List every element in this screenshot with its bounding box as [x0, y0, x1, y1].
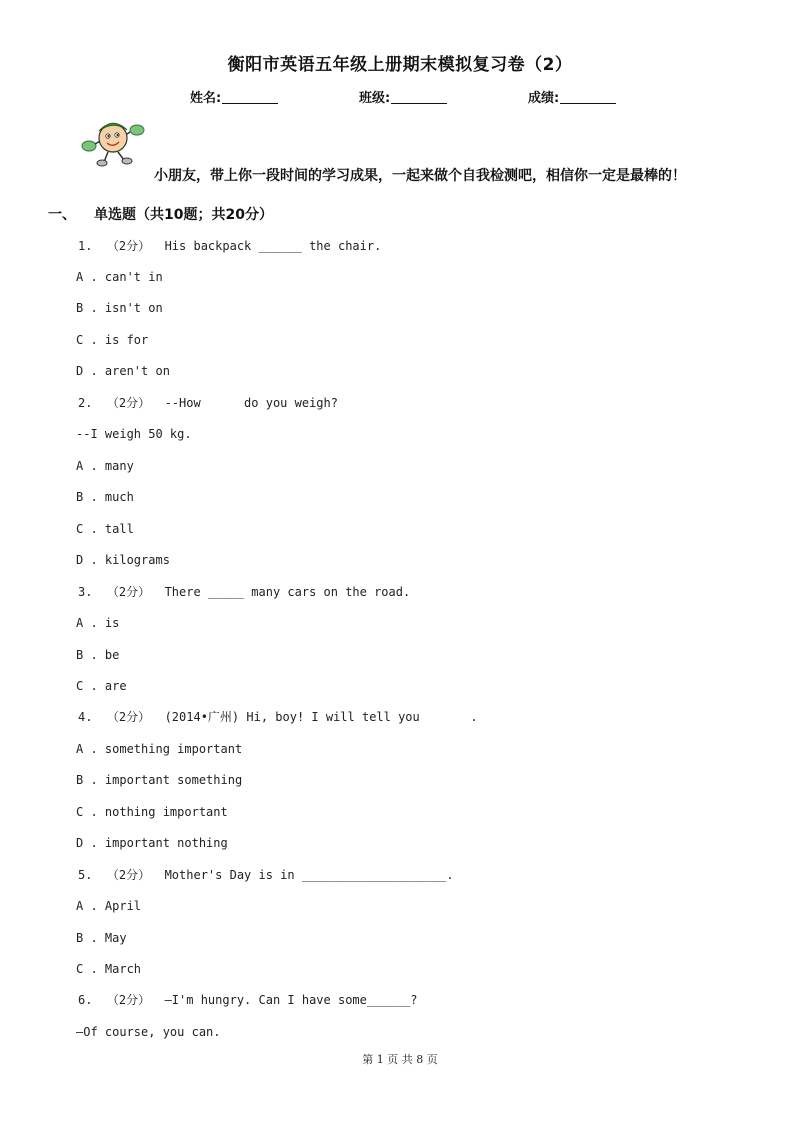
section-number: 一、: [48, 207, 76, 223]
question-continuation: —Of course, you can.: [76, 1025, 221, 1039]
option-c[interactable]: C . is for: [76, 333, 149, 347]
question-stem: 2. （2分） --How do you weigh?: [78, 396, 338, 410]
option-d[interactable]: D . important nothing: [76, 836, 228, 850]
question-stem: 3. （2分） There _____ many cars on the road.: [78, 585, 411, 599]
name-label: 姓名:: [190, 91, 222, 106]
option-c[interactable]: C . tall: [76, 522, 134, 536]
question-stem: 4. （2分） (2014•广州) Hi, boy! I will tell you .: [78, 710, 478, 724]
option-d[interactable]: D . kilograms: [76, 553, 170, 567]
option-a[interactable]: A . is: [76, 616, 120, 630]
option-a[interactable]: A . something important: [76, 742, 243, 756]
cartoon-boy-icon: [80, 116, 146, 168]
section-title: 单选题（共10题；共20分）: [94, 207, 273, 223]
page-footer: 第 1 页 共 8 页: [362, 1053, 438, 1066]
option-b[interactable]: B . be: [76, 648, 120, 662]
question-stem: 1. （2分） His backpack ______ the chair.: [78, 239, 382, 253]
option-b[interactable]: B . much: [76, 490, 134, 504]
name-blank[interactable]: [222, 90, 278, 104]
student-info-row: [0, 87, 800, 107]
greeting-text: 小朋友，带上你一段时间的学习成果，一起来做个自我检测吧，相信你一定是最棒的！: [154, 168, 686, 184]
option-a[interactable]: A . many: [76, 459, 134, 473]
option-a[interactable]: A . can't in: [76, 270, 163, 284]
class-label: 班级:: [359, 91, 391, 106]
option-b[interactable]: B . important something: [76, 773, 243, 787]
score-label: 成绩:: [528, 91, 560, 106]
option-a[interactable]: A . April: [76, 899, 142, 913]
section-heading: [48, 204, 273, 224]
question-stem: 5. （2分） Mother's Day is in ____________________.: [78, 868, 454, 882]
score-field[interactable]: [528, 87, 616, 106]
name-field[interactable]: [190, 87, 278, 106]
question-stem: 6. （2分） —I'm hungry. Can I have some______?: [78, 993, 418, 1007]
option-c[interactable]: C . are: [76, 679, 127, 693]
page-title: 衡阳市英语五年级上册期末模拟复习卷（2）: [227, 55, 573, 75]
option-b[interactable]: B . May: [76, 931, 127, 945]
class-blank[interactable]: [391, 90, 447, 104]
option-d[interactable]: D . aren't on: [76, 364, 170, 378]
option-c[interactable]: C . March: [76, 962, 142, 976]
class-field[interactable]: [359, 87, 447, 106]
question-continuation: --I weigh 50 kg.: [76, 427, 192, 441]
option-b[interactable]: B . isn't on: [76, 301, 163, 315]
score-blank[interactable]: [560, 90, 616, 104]
option-c[interactable]: C . nothing important: [76, 805, 228, 819]
